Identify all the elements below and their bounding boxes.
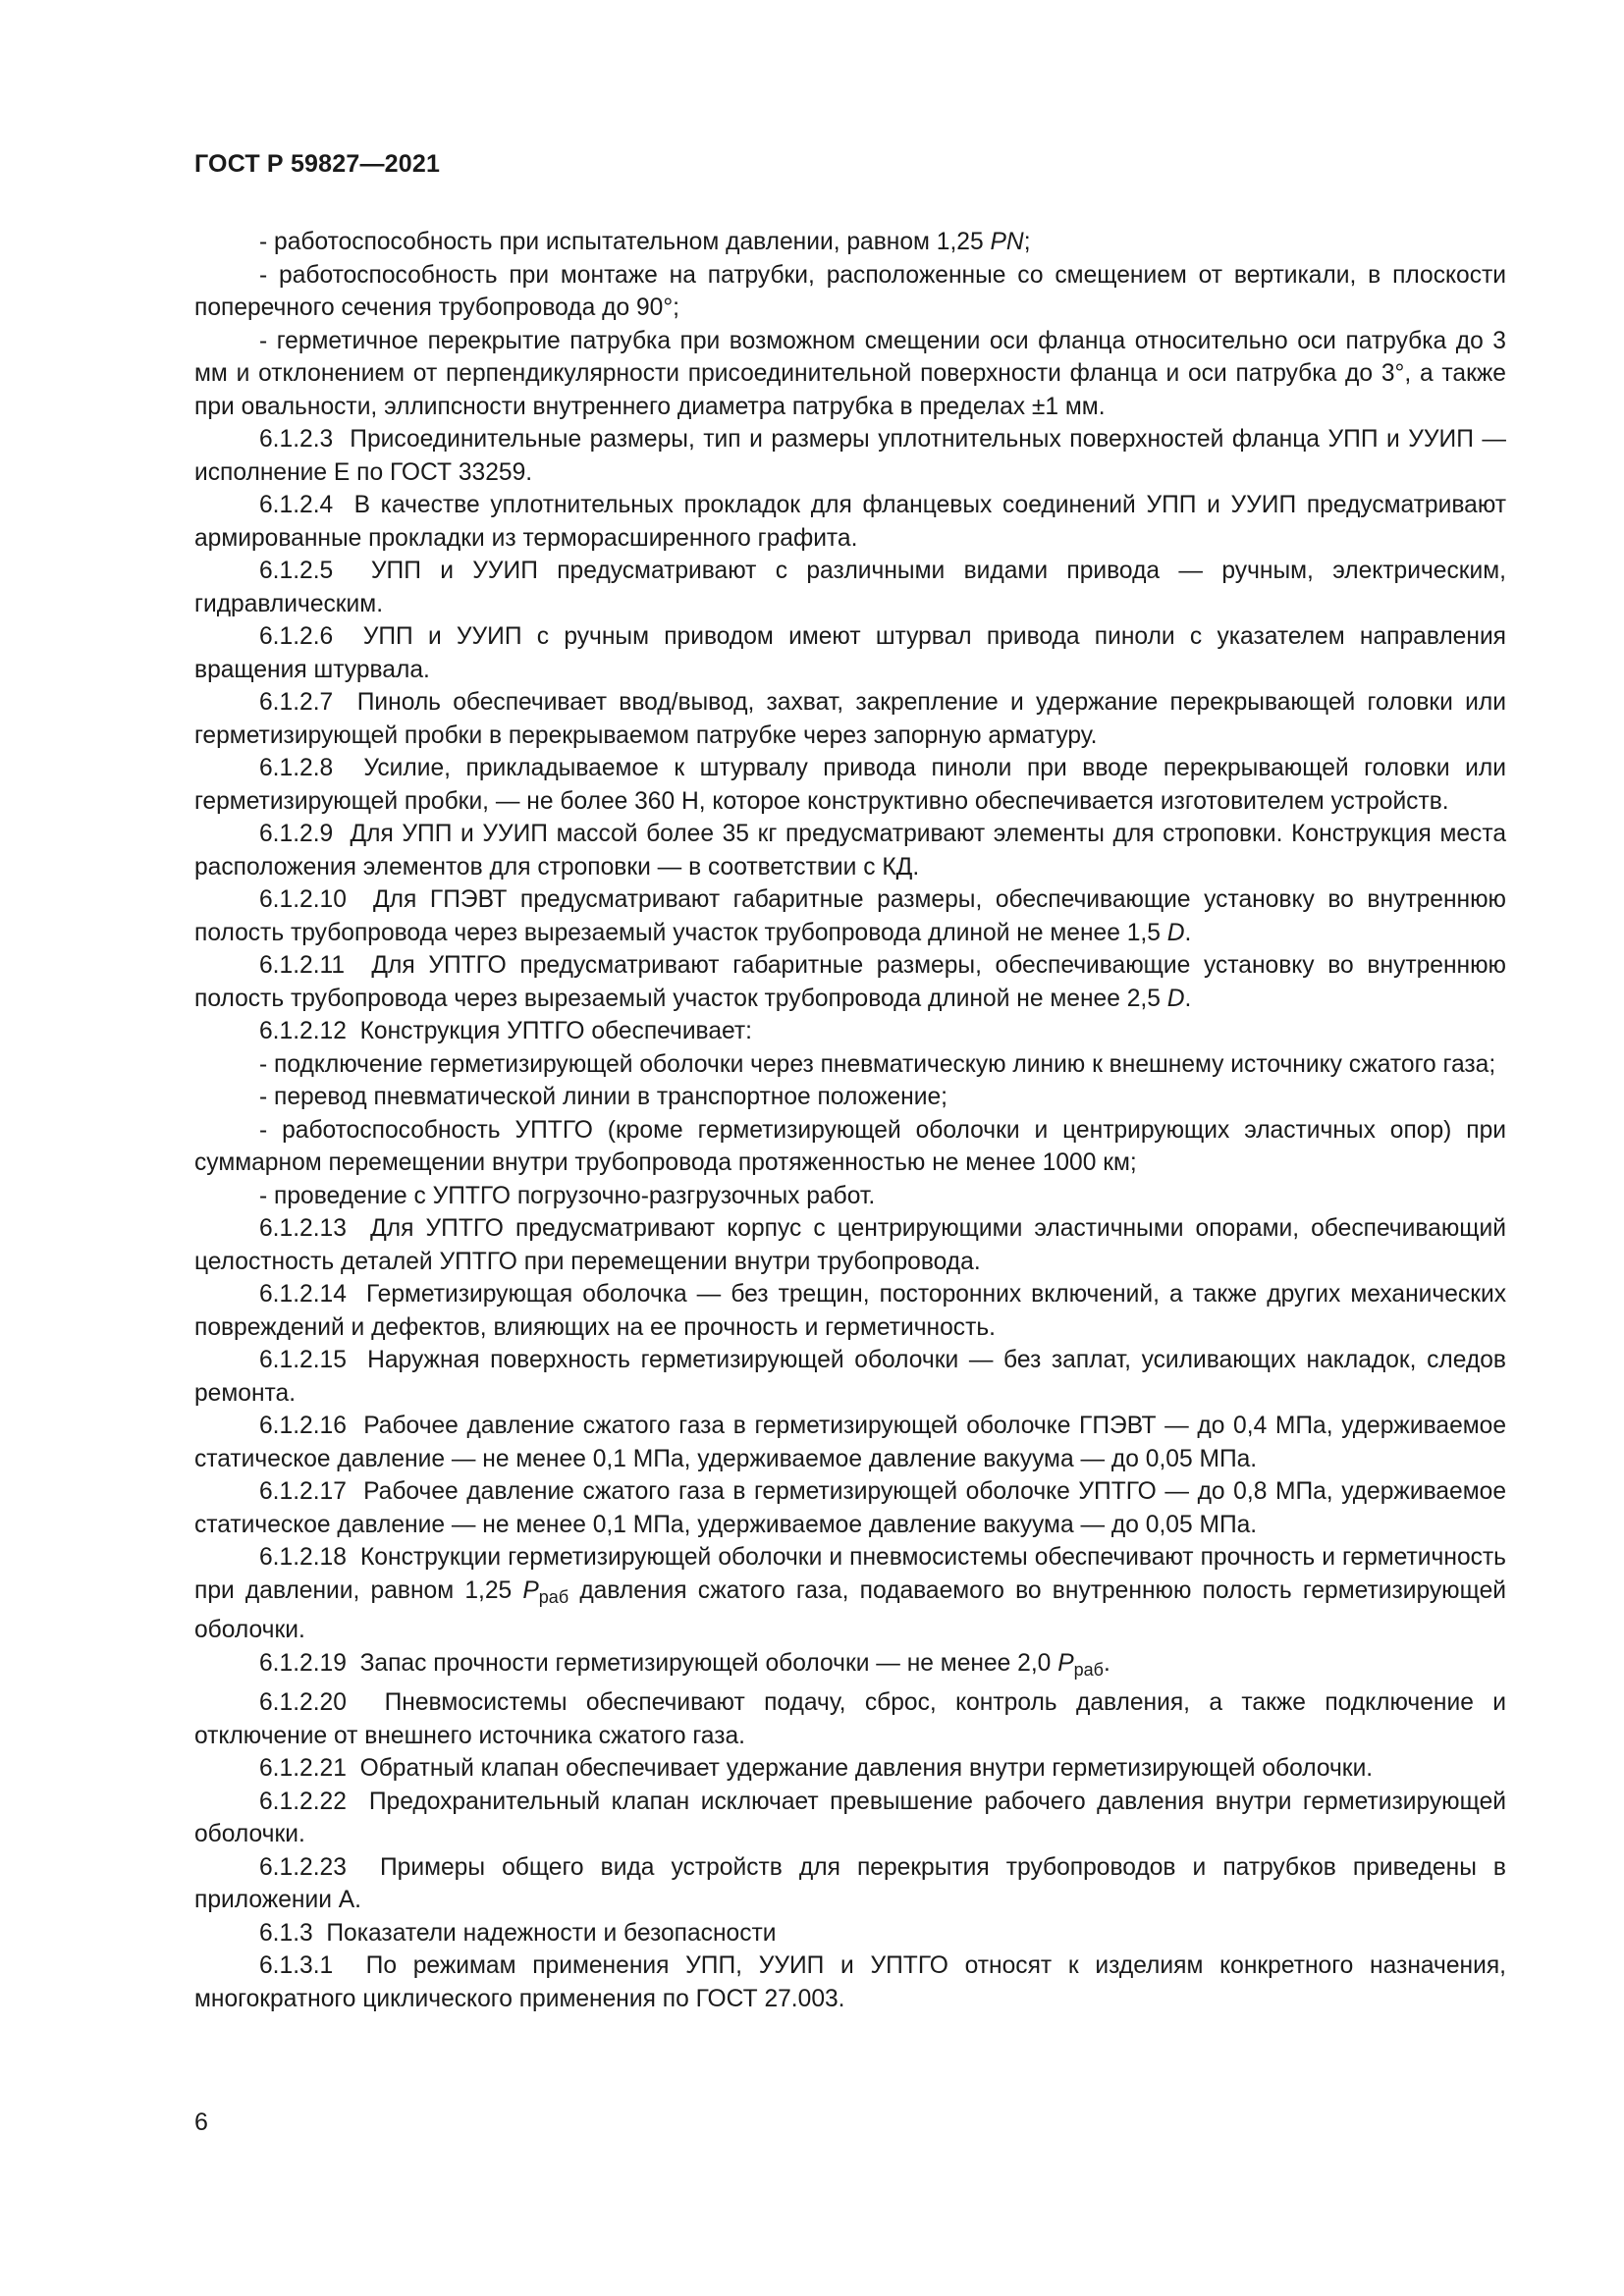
clause-number: 6.1.2.17 xyxy=(259,1478,347,1505)
clause-text: Для УПП и УУИП массой более 35 кг предусматривают элементы для строповки. Конструкция места расположения элементов для строповки — в соответствии с КД. xyxy=(194,821,1506,881)
list-item xyxy=(194,1180,1506,1213)
clause-number: 6.1.2.13 xyxy=(259,1215,347,1242)
clause xyxy=(194,686,1506,752)
clause xyxy=(194,752,1506,818)
clause-text: Конструкция УПТГО обеспечивает: xyxy=(359,1018,752,1044)
clause-number: 6.1.2.19 xyxy=(259,1649,347,1677)
clause xyxy=(194,1686,1506,1752)
clause-text-tail: ; xyxy=(1023,229,1031,255)
clause-text: Конструкции герметизирующей оболочки и пневмосистемы обеспечивают прочность и герметичность при давлении, равном 1,25 xyxy=(194,1544,1506,1604)
clause xyxy=(194,1410,1506,1475)
clause-number: 6.1.2.5 xyxy=(259,558,334,584)
list-item xyxy=(194,1048,1506,1082)
clause-text: Герметизирующая оболочка — без трещин, посторонних включений, а также других механических повреждений и дефектов, влияющих на ее прочность и герметичность. xyxy=(194,1281,1506,1341)
clause xyxy=(194,1541,1506,1647)
clause-text: Запас прочности герметизирующей оболочки — не менее 2,0 xyxy=(359,1649,1058,1677)
math-symbol: D xyxy=(1166,919,1185,946)
clause-text: - герметичное перекрытие патрубка при возможном смещении оси фланца относительно оси патрубка до 3 мм и отклонением от перпендикулярности присоединительной поверхности фланца и оси патрубка до 3°, а также при овальности, эллипсности внутреннего диаметра патрубка в пределах ±1 мм. xyxy=(194,327,1506,420)
clause-number: 6.1.2.4 xyxy=(259,492,334,518)
list-item xyxy=(194,1114,1506,1180)
clause-number: 6.1.2.20 xyxy=(259,1689,347,1716)
document-header: ГОСТ Р 59827—2021 xyxy=(194,150,441,178)
clause-text-tail: . xyxy=(1184,985,1192,1012)
clause xyxy=(194,1949,1506,2015)
clause-text: Усилие, прикладываемое к штурвалу привода пиноли при вводе перекрывающей головки или герметизирующей пробки, — не более 360 Н, которое конструктивно обеспечивается изготовителем устройств. xyxy=(194,755,1506,815)
clause-text: Пиноль обеспечивает ввод/вывод, захват, закрепление и удержание перекрывающей головки или герметизирующей пробки в перекрываемом патрубке через запорную арматуру. xyxy=(194,689,1506,749)
clause-text: - работоспособность при испытательном давлении, равном 1,25 xyxy=(259,229,991,255)
clause-text-tail: . xyxy=(1184,919,1192,946)
clause-text: По режимам применения УПП, УУИП и УПТГО относят к изделиям конкретного назначения, многократного циклического применения по ГОСТ 27.003. xyxy=(194,1952,1506,2012)
list-item xyxy=(194,259,1506,325)
clause xyxy=(194,883,1506,949)
clause-text: - работоспособность УПТГО (кроме герметизирующей оболочки и центрирующих эластичных опор) при суммарном перемещении внутри трубопровода протяженностью не менее 1000 км; xyxy=(194,1116,1506,1176)
subscript: раб xyxy=(1073,1659,1104,1680)
clause-number: 6.1.2.23 xyxy=(259,1853,347,1881)
clause xyxy=(194,1475,1506,1541)
clause-text: Присоединительные размеры, тип и размеры уплотнительных поверхностей фланца УПП и УУИП — исполнение Е по ГОСТ 33259. xyxy=(194,426,1506,486)
clause xyxy=(194,818,1506,883)
clause-text: Рабочее давление сжатого газа в герметизирующей оболочке УПТГО — до 0,8 МПа, удерживаемое статическое давление — не менее 0,1 МПа, удерживаемое давление вакуума — до 0,05 МПа. xyxy=(194,1478,1506,1538)
clause-text: Показатели надежности и безопасности xyxy=(326,1919,777,1947)
list-item xyxy=(194,1081,1506,1114)
clause-number: 6.1.2.22 xyxy=(259,1788,347,1815)
clause xyxy=(194,1212,1506,1278)
page-number: 6 xyxy=(194,2109,208,2136)
clause xyxy=(194,1015,1506,1048)
clause xyxy=(194,423,1506,489)
clause xyxy=(194,949,1506,1015)
clause-text: Для УПТГО предусматривают корпус с центрирующими эластичными опорами, обеспечивающий целостность деталей УПТГО при перемещении внутри трубопровода. xyxy=(194,1215,1506,1275)
clause-text: Для УПТГО предусматривают габаритные размеры, обеспечивающие установку во внутреннюю полость трубопровода через вырезаемый участок трубопровода длиной не менее 2,5 xyxy=(194,952,1506,1012)
clause-text: В качестве уплотнительных прокладок для фланцевых соединений УПП и УУИП предусматривают армированные прокладки из терморасширенного графита. xyxy=(194,492,1506,552)
clause-number: 6.1.2.6 xyxy=(259,623,334,650)
math-symbol: P xyxy=(1057,1649,1074,1677)
clause-text-tail: . xyxy=(1103,1649,1110,1677)
clause-number: 6.1.2.11 xyxy=(259,952,346,979)
clause-text: Предохранительный клапан исключает превышение рабочего давления внутри герметизирующей оболочки. xyxy=(194,1788,1507,1847)
clause xyxy=(194,489,1506,555)
clause-text: - перевод пневматической линии в транспортное положение; xyxy=(259,1084,947,1110)
clause-text: Рабочее давление сжатого газа в герметизирующей оболочке ГПЭВТ — до 0,4 МПа, удерживаемое статическое давление — не менее 0,1 МПа, удерживаемое давление вакуума — до 0,05 МПа. xyxy=(194,1413,1507,1472)
clause-text: - проведение с УПТГО погрузочно-разгрузочных работ. xyxy=(259,1182,876,1209)
clause-number: 6.1.2.14 xyxy=(259,1281,347,1308)
math-symbol: P xyxy=(522,1576,539,1604)
clause-text: Пневмосистемы обеспечивают подачу, сброс, контроль давления, а также подключение и отключение от внешнего источника сжатого газа. xyxy=(194,1689,1507,1749)
clause-number: 6.1.2.18 xyxy=(259,1544,347,1571)
clause-number: 6.1.2.9 xyxy=(259,821,334,847)
clause-number: 6.1.3 xyxy=(259,1919,313,1947)
clause-number: 6.1.2.8 xyxy=(259,755,334,781)
clause xyxy=(194,555,1506,620)
clause-text: УПП и УУИП с ручным приводом имеют штурвал привода пиноли с указателем направления вращения штурвала. xyxy=(194,623,1506,683)
clause xyxy=(194,1344,1506,1410)
clause-text: Обратный клапан обеспечивает удержание давления внутри герметизирующей оболочки. xyxy=(359,1755,1374,1782)
clause-number: 6.1.3.1 xyxy=(259,1952,334,1979)
math-symbol: D xyxy=(1166,985,1185,1012)
clause-number: 6.1.2.16 xyxy=(259,1413,347,1439)
clause xyxy=(194,1786,1506,1851)
clause xyxy=(194,620,1506,686)
document-body xyxy=(194,226,1506,2015)
clause-text: - работоспособность при монтаже на патрубки, расположенные со смещением от вертикали, в плоскости поперечного сечения трубопровода до 90°; xyxy=(194,261,1506,321)
clause-text: - подключение герметизирующей оболочки через пневматическую линию к внешнему источнику сжатого газа; xyxy=(259,1050,1496,1078)
clause xyxy=(194,1752,1506,1786)
list-item xyxy=(194,226,1506,259)
clause-text: Наружная поверхность герметизирующей оболочки — без заплат, усиливающих накладок, следов ремонта. xyxy=(194,1347,1506,1407)
clause-number: 6.1.2.12 xyxy=(259,1018,347,1044)
clause-number: 6.1.2.15 xyxy=(259,1347,347,1373)
math-symbol: PN xyxy=(990,229,1024,255)
clause-number: 6.1.2.21 xyxy=(259,1755,347,1782)
clause-text: Для ГПЭВТ предусматривают габаритные размеры, обеспечивающие установку во внутреннюю полость трубопровода через вырезаемый участок трубопровода длиной не менее 1,5 xyxy=(194,886,1507,946)
clause xyxy=(194,1647,1506,1687)
clause-number: 6.1.2.3 xyxy=(259,426,334,453)
clause-number: 6.1.2.10 xyxy=(259,886,347,913)
subscript: раб xyxy=(538,1586,569,1607)
section-heading xyxy=(194,1917,1506,1950)
clause-text-tail: давления сжатого газа, подаваемого во внутреннюю полость герметизирующей оболочки. xyxy=(194,1576,1507,1643)
clause-text: УПП и УУИП предусматривают с различными видами привода — ручным, электрическим, гидравлическим. xyxy=(194,558,1506,617)
list-item xyxy=(194,325,1506,424)
clause xyxy=(194,1278,1506,1344)
clause-text: Примеры общего вида устройств для перекрытия трубопроводов и патрубков приведены в приложении А. xyxy=(194,1853,1506,1913)
clause-number: 6.1.2.7 xyxy=(259,689,334,716)
clause xyxy=(194,1851,1506,1917)
